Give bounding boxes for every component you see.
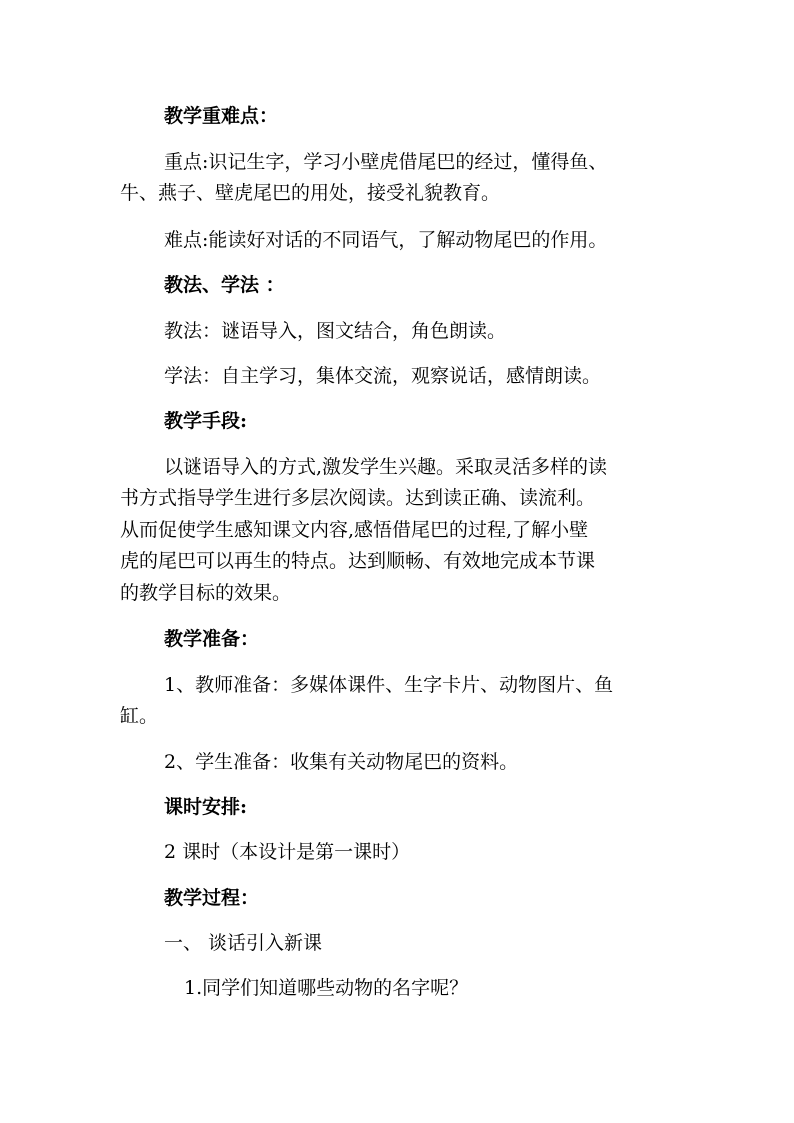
heading-teaching-methods: 教法、学法 ：: [164, 274, 285, 296]
teaching-method-line: 教法：谜语导入，图文结合，角色朗读。: [164, 320, 507, 342]
means-line-1: 以谜语导入的方式,激发学生兴趣。采取灵活多样的读: [164, 456, 608, 478]
difficult-points-line: 难点:能读好对话的不同语气，了解动物尾巴的作用。: [164, 229, 608, 251]
key-points-line-1: 重点:识记生字，学习小壁虎借尾巴的经过，懂得鱼、: [164, 151, 608, 173]
means-line-2: 书方式指导学生进行多层次阅读。达到读正确、读流利。: [120, 487, 596, 509]
student-prep-line: 2、学生准备：收集有关动物尾巴的资料。: [164, 751, 519, 773]
key-points-line-2: 牛、燕子、壁虎尾巴的用处，接受礼貌教育。: [120, 182, 501, 204]
class-schedule-text: 2 课时（本设计是第一课时）: [164, 841, 411, 863]
heading-teaching-process: 教学过程：: [164, 887, 260, 909]
teacher-prep-line-2: 缸。: [120, 705, 159, 727]
process-step-1-question-1: 1.同学们知道哪些动物的名字呢？: [184, 977, 469, 999]
heading-teaching-preparation: 教学准备：: [164, 628, 260, 650]
teacher-prep-line-1: 1、教师准备：多媒体课件、生字卡片、动物图片、鱼: [164, 674, 614, 696]
heading-teaching-means: 教学手段:: [164, 410, 248, 432]
means-line-3: 从而促使学生感知课文内容,感悟借尾巴的过程,了解小壁: [120, 519, 589, 541]
heading-key-difficult-points: 教学重难点：: [164, 105, 279, 127]
process-step-1-title: 一、 谈话引入新课: [164, 932, 323, 954]
heading-class-schedule: 课时安排:: [164, 796, 248, 818]
means-line-4: 虎的尾巴可以再生的特点。达到顺畅、有效地完成本节课: [120, 550, 596, 572]
means-line-5: 的教学目标的效果。: [120, 582, 292, 604]
learning-method-line: 学法：自主学习，集体交流，观察说话，感情朗读。: [164, 365, 602, 387]
